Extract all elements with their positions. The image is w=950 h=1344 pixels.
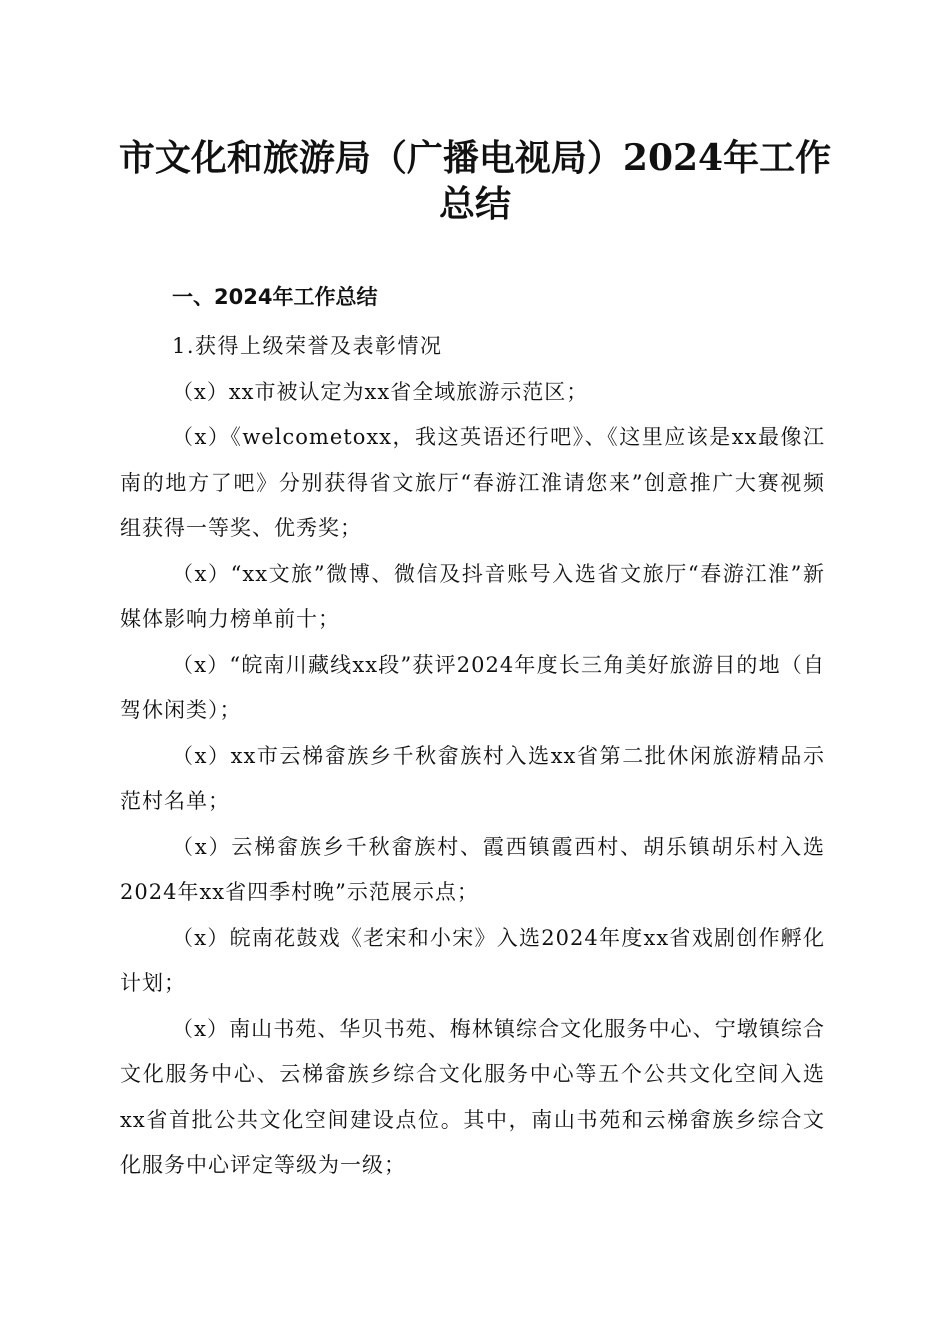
paragraph: （x）南山书苑、华贝书苑、梅林镇综合文化服务中心、宁墩镇综合文化服务中心、云梯畲族乡综合文化服务中心等五个公共文化空间入选xx省首批公共文化空间建设点位。其中，南山书苑和云梯畲族乡综合文化服务中心评定等级为一级； (120, 1016, 825, 1177)
paragraph: （x）“xx文旅”微博、微信及抖音账号入选省文旅厅“春游江淮”新媒体影响力榜单前十； (120, 561, 825, 631)
paragraph: （x）“皖南川藏线xx段”获评2024年度长三角美好旅游目的地（自驾休闲类）； (120, 652, 825, 722)
title-line-1: 市文化和旅游局（广播电视局）2024年工作 (118, 137, 832, 179)
paragraph: （x）《welcometoxx，我这英语还行吧》、《这里应该是xx最像江南的地方了吧》分别获得省文旅厅“春游江淮请您来”创意推广大赛视频组获得一等奖、优秀奖； (120, 425, 825, 540)
title-line-2: 总结 (438, 183, 511, 225)
paragraph: （x）xx市云梯畲族乡千秋畲族村入选xx省第二批休闲旅游精品示范村名单； (120, 743, 825, 813)
paragraph: （x）xx市被认定为xx省全域旅游示范区； (172, 379, 589, 404)
section-heading: 一、2024年工作总结 (172, 285, 378, 309)
document-body (120, 324, 825, 1189)
paragraph: （x）皖南花鼓戏《老宋和小宋》入选2024年度xx省戏剧创作孵化计划； (120, 925, 825, 995)
paragraph: （x）云梯畲族乡千秋畲族村、霞西镇霞西村、胡乐镇胡乐村入选2024年xx省四季村晚”示范展示点； (120, 834, 825, 904)
subsection-heading: 1.获得上级荣誉及表彰情况 (172, 334, 443, 358)
document-title (110, 135, 840, 227)
